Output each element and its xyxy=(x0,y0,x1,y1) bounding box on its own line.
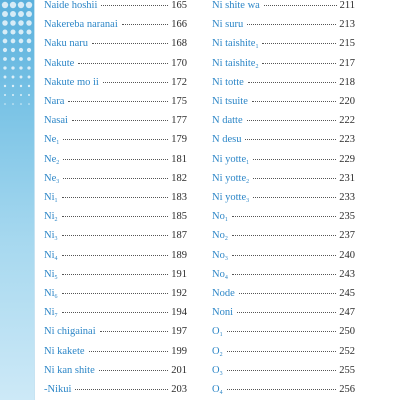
index-term xyxy=(44,112,68,130)
decorative-dot xyxy=(28,85,30,87)
index-entry xyxy=(44,189,187,207)
dot-leader xyxy=(232,216,336,217)
index-entry xyxy=(44,35,187,53)
dot-leader xyxy=(227,389,337,390)
dot-leader xyxy=(122,24,169,25)
page-number: 189 xyxy=(171,249,187,261)
page-number: 175 xyxy=(171,96,187,107)
dot-leader xyxy=(227,331,337,332)
index-term xyxy=(212,227,228,248)
index-term xyxy=(212,170,249,191)
page-number: 199 xyxy=(171,345,187,357)
decorative-dot xyxy=(11,57,15,61)
index-entry xyxy=(212,285,355,303)
decorative-dot xyxy=(27,66,30,69)
index-term xyxy=(212,343,223,364)
page-number: 223 xyxy=(339,134,355,146)
index-term-text: Ne xyxy=(44,172,57,184)
index-term-subscript: 1 xyxy=(219,332,223,339)
index-term xyxy=(44,93,64,111)
index-entry xyxy=(44,227,187,245)
index-term xyxy=(212,362,223,383)
index-entry xyxy=(212,151,355,169)
index-term xyxy=(44,189,58,210)
decorative-dot xyxy=(20,103,22,105)
index-term-text: Ni xyxy=(44,268,55,280)
page-number: 213 xyxy=(339,19,355,31)
index-term-text: Ni yotte xyxy=(212,153,247,165)
index-entry xyxy=(44,74,187,92)
page-number: 217 xyxy=(339,57,355,69)
index-term-subscript: 6 xyxy=(54,294,58,300)
dot-leader xyxy=(63,139,168,140)
decorative-dot xyxy=(2,20,8,26)
page-number: 183 xyxy=(171,192,187,203)
dot-leader xyxy=(62,293,169,294)
decorative-dot xyxy=(26,29,31,34)
decorative-dot xyxy=(18,29,23,34)
decorative-dot xyxy=(10,29,15,34)
index-entry xyxy=(44,362,187,380)
decorative-dot xyxy=(28,94,30,96)
index-term-text: O xyxy=(212,384,220,395)
index-entry xyxy=(212,55,355,73)
index-entry xyxy=(212,35,355,53)
index-term xyxy=(212,304,233,322)
index-entry xyxy=(44,381,187,399)
index-term-text: Nakereba naranai xyxy=(44,19,118,31)
index-term xyxy=(212,131,241,149)
dot-leader xyxy=(245,139,336,140)
index-term-subscript: 2 xyxy=(54,217,58,224)
index-term-subscript: 4 xyxy=(54,255,58,262)
index-entry xyxy=(212,93,355,111)
dot-leader xyxy=(232,235,336,236)
decorative-dot xyxy=(12,85,14,87)
page-number: 233 xyxy=(339,192,355,203)
index-term-text: Ni xyxy=(44,230,55,242)
decorative-dot xyxy=(12,103,14,105)
index-term-text: Ni chigainai xyxy=(44,326,96,338)
decorative-dot xyxy=(27,48,31,52)
index-term-text: Naku naru xyxy=(44,38,89,50)
index-term xyxy=(212,247,228,268)
dot-leader xyxy=(62,235,169,236)
dot-leader xyxy=(72,120,168,121)
decorative-dot xyxy=(4,85,6,87)
decorative-dot xyxy=(3,66,6,69)
index-term-text: O xyxy=(212,326,220,338)
dot-leader xyxy=(252,101,336,102)
index-term xyxy=(44,151,59,172)
index-term-text: Ni xyxy=(44,288,55,299)
dot-leader xyxy=(232,274,336,275)
index-term xyxy=(44,74,99,92)
page-number: 192 xyxy=(171,288,187,299)
index-term xyxy=(44,35,88,53)
index-term-text: Ni totte xyxy=(212,76,244,88)
index-term-subscript: 1 xyxy=(56,140,60,147)
dot-leader xyxy=(264,5,337,6)
index-term-text: Ni kan shite xyxy=(44,364,95,376)
decorative-dot xyxy=(20,94,22,96)
index-term-text: No xyxy=(212,249,225,261)
index-entry xyxy=(212,16,355,34)
decorative-dot xyxy=(2,29,7,34)
decorative-dot xyxy=(19,48,23,52)
index-term-text: O xyxy=(212,345,220,357)
index-entry xyxy=(44,323,187,341)
decorative-dot xyxy=(3,48,7,52)
index-term-text: Ni tsuite xyxy=(212,96,248,107)
dot-leader xyxy=(262,43,336,44)
decorative-dot xyxy=(2,11,8,17)
dot-leader xyxy=(62,197,169,198)
index-term xyxy=(44,208,58,229)
decorative-dot xyxy=(3,39,8,44)
index-term xyxy=(212,55,258,76)
decorative-dot xyxy=(20,85,22,87)
dot-leader xyxy=(253,178,336,179)
decorative-dot xyxy=(26,2,32,8)
index-entry xyxy=(212,227,355,245)
index-term-text: Ni xyxy=(44,211,55,223)
index-term-text: No xyxy=(212,211,225,223)
dot-leader xyxy=(253,197,336,198)
index-term-subscript: 7 xyxy=(54,313,58,320)
index-term-text: N datte xyxy=(212,115,243,127)
dot-leader xyxy=(63,178,168,179)
dot-leader xyxy=(92,43,168,44)
dot-leader xyxy=(62,274,169,275)
index-term-subscript: 1 xyxy=(54,198,58,204)
index-entry xyxy=(212,343,355,361)
index-term xyxy=(212,151,249,172)
page-number: 194 xyxy=(171,307,187,319)
decorative-dot xyxy=(27,57,31,61)
index-term-subscript: 3 xyxy=(219,370,223,377)
index-term-text: Ne xyxy=(44,153,57,165)
decorative-dot xyxy=(2,2,8,8)
dot-leader xyxy=(239,293,337,294)
page-number: 166 xyxy=(171,19,187,31)
dot-leader xyxy=(63,159,168,160)
index-term xyxy=(212,208,228,229)
index-entry xyxy=(212,247,355,265)
index-entry xyxy=(212,381,355,399)
index-term xyxy=(212,285,235,303)
page-number: 237 xyxy=(339,230,355,242)
page-number: 211 xyxy=(339,0,355,11)
dot-leader xyxy=(103,82,168,83)
index-entry xyxy=(44,304,187,322)
index-term-text: Naide hoshii xyxy=(44,0,98,11)
dot-leader xyxy=(248,82,336,83)
index-entry xyxy=(212,0,355,15)
dot-leader xyxy=(227,370,337,371)
decorative-dot xyxy=(26,20,32,26)
dot-leader xyxy=(89,351,169,352)
index-term xyxy=(212,381,223,400)
index-entry xyxy=(212,189,355,207)
index-term xyxy=(44,227,58,248)
page-number: 187 xyxy=(171,230,187,242)
dot-leader xyxy=(237,312,336,313)
page-number: 255 xyxy=(339,364,355,376)
dot-leader xyxy=(101,5,168,6)
page-number: 220 xyxy=(339,96,355,107)
index-term-text: Ni taishite xyxy=(212,38,256,50)
index-entry xyxy=(44,266,187,284)
index-term-text: N desu xyxy=(212,134,242,146)
index-term-text: No xyxy=(212,230,225,242)
decorative-dot xyxy=(10,20,16,26)
index-term-subscript: 3 xyxy=(224,255,228,262)
page-number: 245 xyxy=(339,288,355,299)
dot-leader xyxy=(78,63,168,64)
page-number: 177 xyxy=(171,115,187,127)
page-number: 179 xyxy=(171,134,187,146)
index-term-subscript: 2 xyxy=(246,178,250,185)
page-number: 256 xyxy=(339,384,355,395)
decorative-dot xyxy=(3,57,7,61)
index-term xyxy=(44,266,58,287)
dot-leader xyxy=(232,255,336,256)
index-term-subscript: 3 xyxy=(54,236,58,243)
index-entry xyxy=(212,266,355,284)
page-number: 229 xyxy=(339,153,355,165)
dot-leader xyxy=(68,101,168,102)
page-number: 203 xyxy=(171,384,187,395)
dot-pattern-icon xyxy=(0,0,34,110)
dot-leader xyxy=(99,370,169,371)
index-term-subscript: 2 xyxy=(56,159,60,166)
index-term-text: Noni xyxy=(212,307,233,319)
page-number: 231 xyxy=(339,172,355,184)
page-number: 168 xyxy=(171,38,187,50)
index-term-text: Ni yotte xyxy=(212,172,247,184)
page-number: 170 xyxy=(171,57,187,69)
index-term-text: Ni xyxy=(44,307,55,319)
dot-leader xyxy=(62,312,169,313)
index-term xyxy=(44,343,85,361)
index-entry xyxy=(44,16,187,34)
index-term-text: Nakute xyxy=(44,57,75,69)
index-entry xyxy=(212,304,355,322)
dot-leader xyxy=(253,159,336,160)
index-entry xyxy=(44,131,187,149)
index-term-text: Ni taishite xyxy=(212,57,256,69)
decorative-dot xyxy=(20,76,23,79)
index-term xyxy=(44,0,97,15)
index-term xyxy=(212,112,243,130)
index-term xyxy=(44,247,58,268)
index-term xyxy=(212,35,258,56)
index-term-text: Ni kakete xyxy=(44,345,85,357)
decorative-dot xyxy=(26,11,32,17)
page-number: 247 xyxy=(339,307,355,319)
page-number: 182 xyxy=(171,172,187,184)
index-term-text: Node xyxy=(212,288,235,299)
index-term xyxy=(212,74,244,92)
index-term-subscript: 4 xyxy=(224,274,228,281)
index-term-subscript: 2 xyxy=(219,351,223,358)
index-entry xyxy=(44,93,187,111)
index-term-text: Ni xyxy=(44,192,55,203)
index-entry xyxy=(212,208,355,226)
index-term xyxy=(212,266,228,287)
index-term xyxy=(212,16,243,34)
dot-leader xyxy=(100,331,169,332)
index-entry xyxy=(44,285,187,303)
page-number: 201 xyxy=(171,364,187,376)
dot-leader xyxy=(62,216,169,217)
index-entry xyxy=(212,74,355,92)
index-entry xyxy=(44,170,187,188)
page-number: 235 xyxy=(339,211,355,223)
index-term-text: Ni shite wa xyxy=(212,0,260,11)
index-term-text: Nasai xyxy=(44,115,68,127)
index-term-subscript: 3 xyxy=(56,178,60,185)
page-number: 222 xyxy=(339,115,355,127)
index-term xyxy=(44,362,95,380)
decorative-dot xyxy=(18,2,24,8)
decorative-dot xyxy=(28,76,31,79)
index-term xyxy=(212,323,223,344)
index-entry xyxy=(44,208,187,226)
page-number: 172 xyxy=(171,76,187,88)
dot-leader xyxy=(75,389,168,390)
index-term-subscript: 1 xyxy=(224,217,228,224)
index-term-text: O xyxy=(212,364,220,376)
index-entry xyxy=(212,112,355,130)
margin-divider xyxy=(34,0,35,400)
index-term xyxy=(44,285,58,306)
page-number: 165 xyxy=(171,0,187,11)
index-term xyxy=(212,189,249,210)
decorative-dot xyxy=(4,94,6,96)
decorative-dot xyxy=(11,48,15,52)
index-term-subscript: 2 xyxy=(255,63,259,70)
index-entry xyxy=(44,55,187,73)
index-term-text: Nara xyxy=(44,96,65,107)
index-entry xyxy=(44,0,187,15)
decorative-dot xyxy=(12,76,15,79)
decorative-dot xyxy=(28,103,30,105)
page-number: 252 xyxy=(339,345,355,357)
index-term xyxy=(44,55,74,73)
index-term-subscript: 1 xyxy=(246,159,250,166)
decorative-dot xyxy=(18,11,24,17)
page-number: 250 xyxy=(339,326,355,338)
decorative-dot xyxy=(19,66,22,69)
index-term-text: Ni yotte xyxy=(212,192,247,203)
page-number: 218 xyxy=(339,76,355,88)
index-term-subscript: 5 xyxy=(54,274,58,281)
page-number: 191 xyxy=(171,268,187,280)
page-number: 215 xyxy=(339,38,355,50)
index-entry xyxy=(212,131,355,149)
index-term-text: Ne xyxy=(44,134,57,146)
index-term xyxy=(44,323,96,341)
index-term-subscript: 3 xyxy=(246,198,250,204)
page-number: 240 xyxy=(339,249,355,261)
decorative-dot xyxy=(10,11,16,17)
index-entry xyxy=(212,362,355,380)
dot-leader xyxy=(247,120,337,121)
index-term-text: No xyxy=(212,268,225,280)
decorative-dot xyxy=(4,103,6,105)
index-term-subscript: 4 xyxy=(219,390,223,396)
index-term-subscript: 1 xyxy=(255,44,259,51)
index-term xyxy=(44,131,59,152)
decorative-dot xyxy=(18,20,24,26)
decorative-dot xyxy=(10,2,16,8)
page-number: 181 xyxy=(171,153,187,165)
index-term-text: Ni suru xyxy=(212,19,244,31)
index-term-text: Ni xyxy=(44,249,55,261)
index-term xyxy=(212,93,248,111)
page-number: 243 xyxy=(339,268,355,280)
dot-leader xyxy=(262,63,336,64)
index-term-text: -Nikui xyxy=(44,384,72,395)
decorative-margin-band xyxy=(0,0,34,400)
index-term xyxy=(44,381,71,399)
decorative-dot xyxy=(4,76,7,79)
decorative-dot xyxy=(11,66,14,69)
index-term-text: Nakute mo ii xyxy=(44,76,99,88)
decorative-dot xyxy=(19,39,24,44)
index-entry xyxy=(212,323,355,341)
decorative-dot xyxy=(12,94,14,96)
decorative-dot xyxy=(19,57,23,61)
index-entry xyxy=(44,151,187,169)
index-term-subscript: 2 xyxy=(224,236,228,243)
page-number: 185 xyxy=(171,211,187,223)
index-term xyxy=(212,0,260,15)
index-term xyxy=(44,304,58,325)
index-entry xyxy=(44,112,187,130)
index-entry xyxy=(44,343,187,361)
dot-leader xyxy=(247,24,336,25)
decorative-dot xyxy=(11,39,16,44)
dot-leader xyxy=(227,351,337,352)
page-number: 197 xyxy=(171,326,187,338)
index-entry xyxy=(44,247,187,265)
index-term xyxy=(44,16,118,34)
index-entry xyxy=(212,170,355,188)
dot-leader xyxy=(62,255,169,256)
index-term xyxy=(44,170,59,191)
decorative-dot xyxy=(27,39,32,44)
